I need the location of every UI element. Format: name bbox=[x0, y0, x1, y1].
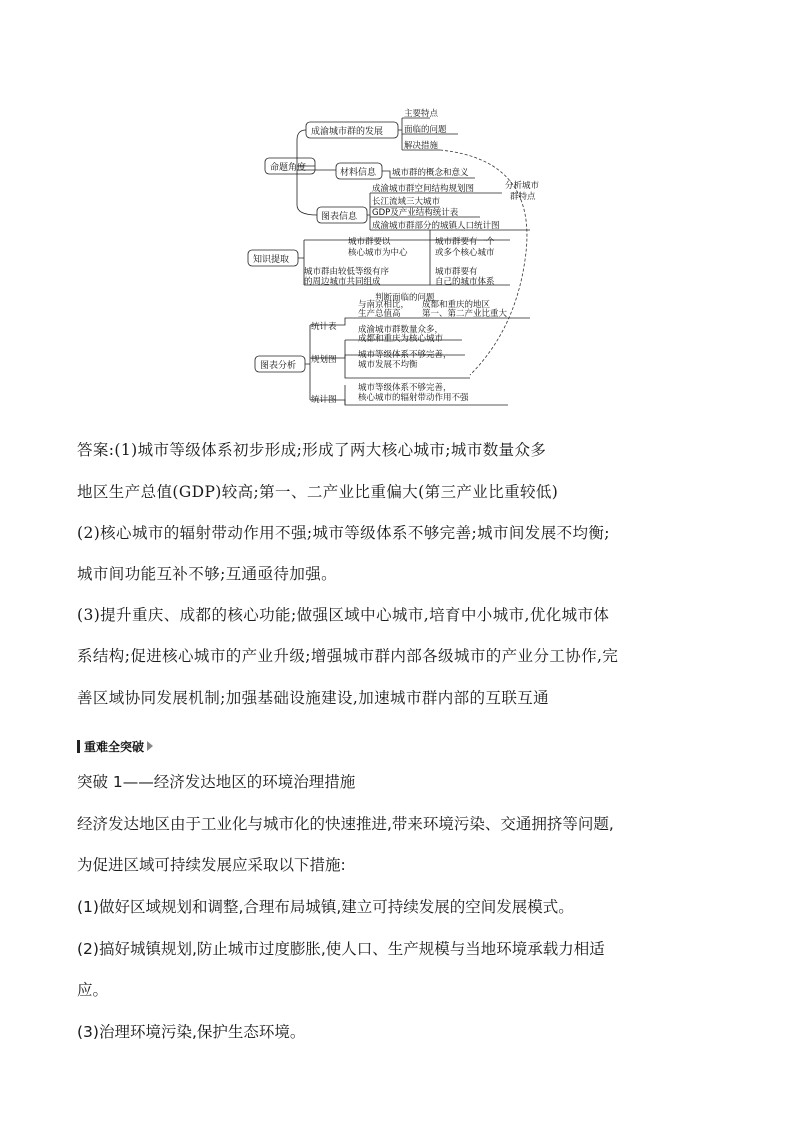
dev-item-1: 面临的问题 bbox=[404, 125, 447, 135]
answer-line-6: 善区域协同发展机制;加强基础设施建设,加速城市群内部的互联互通 bbox=[77, 689, 550, 707]
section-tag-bar bbox=[77, 740, 80, 753]
stat-table-0b: 生产总值高 bbox=[358, 309, 401, 319]
stat-chart-a: 城市等级体系不够完善， bbox=[358, 383, 452, 393]
analysis-label-0: 统计表 bbox=[311, 322, 337, 332]
section-tag-arrow-icon bbox=[147, 741, 153, 751]
stat-table-0a: 与南京相比， bbox=[358, 300, 410, 310]
root-analysis-label: 图表分析 bbox=[260, 361, 297, 371]
chart-item-1: 长江流域三大城市 bbox=[372, 197, 441, 207]
dev-item-0: 主要特点 bbox=[404, 109, 439, 119]
concept-map-svg bbox=[240, 100, 560, 415]
root-angle-label: 命题角度 bbox=[270, 163, 307, 173]
knowledge-0b: 核心城市为中心 bbox=[348, 248, 408, 258]
stat-table-1a: 成都和重庆的地区 bbox=[422, 300, 491, 310]
knowledge-3b: 自己的城市体系 bbox=[435, 277, 495, 287]
section-line-1: 为促进区域可持续发展应采取以下措施: bbox=[77, 856, 346, 874]
plan-0b: 成都和重庆为核心城市 bbox=[358, 334, 444, 344]
answer-line-1: 地区生产总值(GDP)较高;第一、二产业比重偏大(第三产业比重较低) bbox=[77, 483, 559, 501]
answer-line-4: (3)提升重庆、成都的核心功能;做强区域中心城市,培育中小城市,优化城市体 bbox=[77, 606, 610, 624]
root-knowledge-label: 知识提取 bbox=[253, 255, 290, 265]
chart-item-0: 成渝城市群空间结构规划图 bbox=[372, 184, 475, 194]
section-line-5: (3)治理环境污染,保护生态环境。 bbox=[77, 1023, 306, 1041]
section-line-3: (2)搞好城镇规划,防止城市过度膨胀,使人口、生产规模与当地环境承载力相适 bbox=[77, 940, 605, 958]
knowledge-0a: 城市群要以 bbox=[348, 237, 391, 247]
plan-1a: 城市等级体系不够完善， bbox=[358, 350, 452, 360]
chart-item-2: GDP及产业结构统计表 bbox=[372, 208, 459, 218]
section-heading: 突破 1——经济发达地区的环境治理措施 bbox=[77, 773, 356, 791]
dev-item-2: 解决措施 bbox=[404, 141, 439, 151]
section-line-0: 经济发达地区由于工业化与城市化的快速推进,带来环境污染、交通拥挤等问题, bbox=[77, 815, 614, 833]
chart-item-3: 成渝城市群部分的城镇人口统计图 bbox=[372, 221, 500, 231]
cluster-dev-label: 成渝城市群的发展 bbox=[311, 127, 384, 137]
knowledge-1a: 城市群要有一个 bbox=[435, 237, 495, 247]
answer-line-2: (2)核心城市的辐射带动作用不强;城市等级体系不够完善;城市间发展不均衡; bbox=[77, 524, 610, 542]
knowledge-1b: 或多个核心城市 bbox=[435, 248, 495, 258]
section-line-2: (1)做好区域规划和调整,合理布局城镇,建立可持续发展的空间发展模式。 bbox=[77, 898, 574, 916]
answer-line-3: 城市间功能互补不够;互通亟待加强。 bbox=[77, 565, 338, 583]
side-note-0: 分析城市 bbox=[505, 181, 540, 191]
section-tag bbox=[77, 738, 153, 754]
concept-map bbox=[240, 100, 560, 415]
chart-info-label: 图表信息 bbox=[321, 212, 358, 222]
judge-text: 判断面临的问题 bbox=[375, 293, 435, 303]
section-line-4: 应。 bbox=[77, 981, 109, 999]
stat-chart-b: 核心城市的辐射带动作用不强 bbox=[358, 393, 469, 403]
plan-0a: 成渝城市群数量众多， bbox=[358, 325, 444, 335]
material-item: 城市群的概念和意义 bbox=[392, 168, 469, 178]
knowledge-3a: 城市群要有 bbox=[435, 267, 478, 277]
section-tag-label: 重难全突破 bbox=[84, 739, 145, 754]
analysis-label-2: 统计图 bbox=[311, 395, 337, 405]
material-label: 材料信息 bbox=[340, 168, 377, 178]
answer-line-5: 系结构;促进核心城市的产业升级;增强城市群内部各级城市的产业分工协作,完 bbox=[77, 647, 619, 665]
knowledge-2a: 城市群由较低等级有序 bbox=[304, 267, 390, 277]
stat-table-1b: 第一、第二产业比重大 bbox=[422, 309, 508, 319]
analysis-label-1: 规划图 bbox=[311, 355, 337, 365]
knowledge-2b: 的周边城市共同组成 bbox=[304, 277, 381, 287]
plan-1b: 城市发展不均衡 bbox=[358, 360, 418, 370]
answer-line-0: 答案:(1)城市等级体系初步形成;形成了两大核心城市;城市数量众多 bbox=[77, 441, 547, 459]
side-note-1: 群特点 bbox=[510, 192, 536, 202]
